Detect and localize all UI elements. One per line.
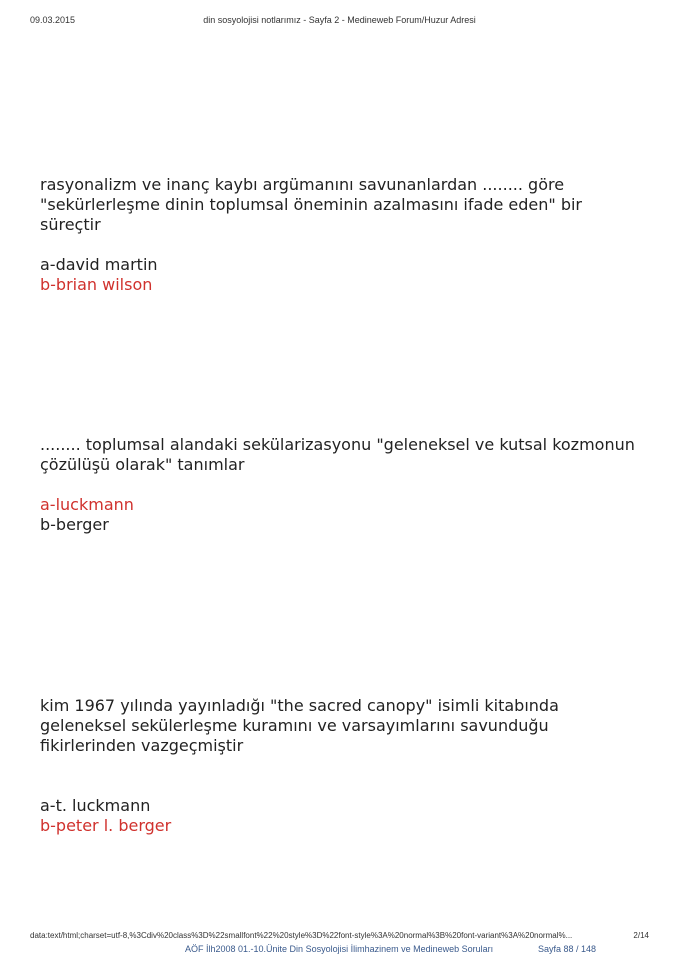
- footer-page-number: 2/14: [633, 931, 649, 940]
- print-date: 09.03.2015: [30, 15, 76, 25]
- question-text: rasyonalizm ve inanç kaybı argümanını savunanlardan ........ göre "sekürlerleşme dinin toplumsal öneminin azalmasını ifade eden" bir süreçtir: [40, 175, 583, 234]
- question-text: ........ toplumsal alandaki sekülarizasyonu "geleneksel ve kutsal kozmonun çözülüşü olarak" tanımlar: [40, 435, 635, 474]
- footer-url: data:text/html;charset=utf-8,%3Cdiv%20class%3D%22smallfont%22%20style%3D%22font-style%3A%20normal%3B%20font-variant%3A%20normal%...: [30, 931, 573, 940]
- question-text: kim 1967 yılında yayınladığı "the sacred canopy" isimli kitabında geleneksel sekülerleşme kuramını ve varsayımlarını savunduğu fikirlerinden vazgeçmiştir: [40, 696, 559, 755]
- answer-option: b-berger: [40, 515, 109, 534]
- answer-option: a-david martin: [40, 255, 158, 274]
- answer-option: a-t. luckmann: [40, 796, 151, 815]
- answer-option-marked: b-peter l. berger: [40, 816, 172, 835]
- answer-option-marked: b-brian wilson: [40, 275, 153, 294]
- footer-sheet-number: Sayfa 88 / 148: [538, 944, 597, 954]
- answer-option-marked: a-luckmann: [40, 495, 134, 514]
- print-page-title: din sosyolojisi notlarımız - Sayfa 2 - Medineweb Forum/Huzur Adresi: [203, 15, 476, 25]
- footer-course-title: AÖF İlh2008 01.-10.Ünite Din Sosyolojisi İlimhazinem ve Medineweb Soruları: [185, 944, 494, 954]
